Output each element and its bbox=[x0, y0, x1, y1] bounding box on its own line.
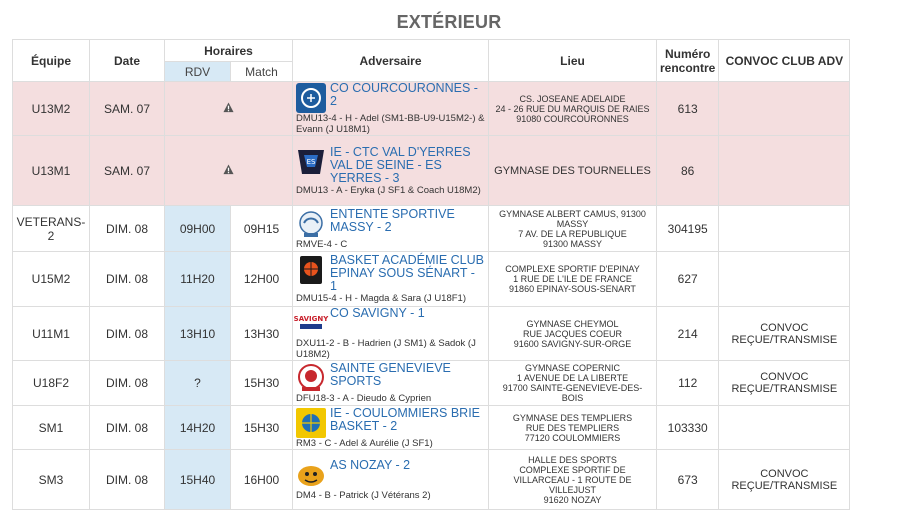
venue-line: RUE JACQUES COEUR bbox=[522, 328, 622, 339]
match-number: 304195 bbox=[657, 206, 719, 252]
opponent-players: RM3 - C - Adel & Aurélie (J SF1) bbox=[296, 437, 433, 449]
coulommiers-logo bbox=[296, 408, 326, 438]
match-time: 09H15 bbox=[231, 206, 293, 252]
svg-text:SAVIGNY: SAVIGNY bbox=[293, 315, 329, 323]
match-number: 214 bbox=[657, 307, 719, 361]
opponent-club-link[interactable]: CO SAVIGNY - 1 bbox=[330, 306, 425, 320]
convoc-status: CONVOC REÇUE/TRANSMISE bbox=[719, 307, 850, 361]
date-cell: DIM. 08 bbox=[90, 307, 165, 361]
header-team: Équipe bbox=[13, 40, 90, 82]
convoc-status bbox=[719, 82, 850, 136]
venue-line: 91700 SAINTE-GENEVIEVE-DES-BOIS bbox=[502, 383, 643, 403]
opponent-players: DMU13-4 - H - Adel (SM1-BB-U9-U15M2-) & Evann (J U18M1) bbox=[296, 113, 485, 135]
match-number: 112 bbox=[657, 361, 719, 406]
venue-cell bbox=[489, 450, 657, 510]
header-opponent: Adversaire bbox=[293, 40, 489, 82]
massy-logo bbox=[296, 209, 326, 239]
venue-line: GYMNASE DES TOURNELLES bbox=[494, 164, 651, 177]
date-cell: SAM. 07 bbox=[90, 82, 165, 136]
opponent-players: RMVE-4 - C bbox=[296, 238, 348, 250]
savigny-logo bbox=[293, 308, 329, 338]
header-venue: Lieu bbox=[489, 40, 657, 82]
venue-line: 24 - 26 RUE DU MARQUIS DE RAIES bbox=[495, 103, 650, 114]
opponent-cell bbox=[293, 406, 489, 450]
yerres-logo bbox=[296, 147, 326, 177]
date-cell: DIM. 08 bbox=[90, 406, 165, 450]
opponent-club-link[interactable]: AS NOZAY - 2 bbox=[330, 457, 411, 472]
venue-cell bbox=[489, 361, 657, 406]
convoc-status bbox=[719, 406, 850, 450]
table-row bbox=[13, 82, 850, 136]
team-cell: U13M1 bbox=[13, 136, 90, 206]
team-cell: SM3 bbox=[13, 450, 90, 510]
rdv-time: 14H20 bbox=[165, 406, 231, 450]
match-number: 103330 bbox=[657, 406, 719, 450]
sainte-genevieve-logo bbox=[296, 363, 326, 393]
venue-cell bbox=[489, 307, 657, 361]
opponent-players: DXU11-2 - B - Hadrien (J SM1) & Sadok (J U18M2) bbox=[296, 338, 476, 360]
opponent-cell bbox=[293, 82, 489, 136]
venue-line: GYMNASE ALBERT CAMUS, 91300 bbox=[499, 208, 646, 219]
rdv-time: 15H40 bbox=[165, 450, 231, 510]
venue-line: RUE DES TEMPLIERS bbox=[525, 422, 620, 433]
table-row bbox=[13, 307, 850, 361]
away-matches-table bbox=[12, 39, 850, 510]
venue-line: 91620 NOZAY bbox=[543, 494, 602, 505]
date-cell: DIM. 08 bbox=[90, 252, 165, 307]
date-cell: SAM. 07 bbox=[90, 136, 165, 206]
convoc-status: CONVOC REÇUE/TRANSMISE bbox=[719, 361, 850, 406]
svg-text:ES: ES bbox=[306, 157, 316, 166]
table-row bbox=[13, 252, 850, 307]
venue-line: MASSY bbox=[556, 218, 589, 229]
header-match: Match bbox=[231, 62, 293, 82]
match-time: 15H30 bbox=[231, 361, 293, 406]
venue-line: 1 AVENUE DE LA LIBERTE bbox=[516, 373, 629, 383]
opponent-club-link[interactable]: CO COURCOURONNES - 2 bbox=[330, 81, 478, 108]
venue-line: GYMNASE COPERNIC bbox=[524, 363, 620, 373]
venue-line: 77120 COULOMMIERS bbox=[524, 432, 621, 443]
venue-line: 91300 MASSY bbox=[542, 238, 603, 249]
venue-cell bbox=[489, 82, 657, 136]
header-convoc: CONVOC CLUB ADV bbox=[719, 40, 850, 82]
warning-icon bbox=[223, 102, 234, 116]
opponent-players: DFU18-3 - A - Dieudo & Cyprien bbox=[296, 393, 432, 404]
venue-line: 7 AV. DE LA REPUBLIQUE bbox=[518, 228, 627, 239]
opponent-players: DM4 - B - Patrick (J Vétérans 2) bbox=[296, 489, 431, 501]
venue-line: 1 RUE DE L'ILE DE FRANCE bbox=[513, 274, 632, 284]
warning-icon bbox=[223, 164, 234, 178]
header-rdv: RDV bbox=[165, 62, 231, 82]
date-cell: DIM. 08 bbox=[90, 361, 165, 406]
opponent-cell bbox=[293, 450, 489, 510]
convoc-status bbox=[719, 136, 850, 206]
rdv-time: 09H00 bbox=[165, 206, 231, 252]
table-row bbox=[13, 406, 850, 450]
venue-cell bbox=[489, 406, 657, 450]
schedule-warning bbox=[165, 136, 293, 206]
opponent-cell bbox=[293, 307, 489, 361]
venue-cell bbox=[489, 206, 657, 252]
opponent-cell bbox=[293, 252, 489, 307]
opponent-club-link[interactable]: SAINTE GENEVIEVE SPORTS bbox=[330, 361, 451, 388]
team-cell: U11M1 bbox=[13, 307, 90, 361]
match-number: 613 bbox=[657, 82, 719, 136]
venue-cell bbox=[489, 252, 657, 307]
team-cell: U15M2 bbox=[13, 252, 90, 307]
convoc-status bbox=[719, 252, 850, 307]
match-number: 627 bbox=[657, 252, 719, 307]
nozay-logo bbox=[296, 460, 326, 490]
schedule-warning bbox=[165, 82, 293, 136]
team-cell: VETERANS-2 bbox=[13, 206, 90, 252]
venue-line: 91600 SAVIGNY-SUR-ORGE bbox=[513, 338, 632, 349]
opponent-club-link[interactable]: BASKET ACADÉMIE CLUB EPINAY SOUS SÉNART - 1 bbox=[330, 253, 484, 293]
opponent-cell bbox=[293, 361, 489, 406]
opponent-cell bbox=[293, 136, 489, 206]
table-row bbox=[13, 450, 850, 510]
opponent-club-link[interactable]: IE - CTC VAL D'YERRES VAL DE SEINE - ES YERRES - 3 bbox=[330, 144, 471, 185]
venue-line: CS. JOSEANE ADELAIDE bbox=[519, 93, 626, 104]
opponent-cell bbox=[293, 206, 489, 252]
venue-cell bbox=[489, 136, 657, 206]
opponent-players: DMU15-4 - H - Magda & Sara (J U18F1) bbox=[296, 293, 466, 304]
table-row bbox=[13, 361, 850, 406]
date-cell: DIM. 08 bbox=[90, 450, 165, 510]
venue-line: COMPLEXE SPORTIF DE bbox=[519, 464, 626, 475]
venue-line: HALLE DES SPORTS bbox=[528, 454, 617, 465]
venue-line: VILLARCEAU - 1 ROUTE DE bbox=[513, 474, 632, 485]
team-cell: U13M2 bbox=[13, 82, 90, 136]
venue-line: GYMNASE DES TEMPLIERS bbox=[512, 412, 633, 423]
convoc-status bbox=[719, 206, 850, 252]
match-time: 12H00 bbox=[231, 252, 293, 307]
team-cell: SM1 bbox=[13, 406, 90, 450]
section-title: EXTÉRIEUR bbox=[396, 12, 502, 32]
rdv-time: 13H10 bbox=[165, 307, 231, 361]
courcouronnes-logo bbox=[296, 83, 326, 113]
team-cell: U18F2 bbox=[13, 361, 90, 406]
table-row bbox=[13, 136, 850, 206]
header-number: Numéro rencontre bbox=[657, 40, 719, 82]
venue-line: 91860 EPINAY-SOUS-SENART bbox=[509, 284, 636, 294]
match-time: 15H30 bbox=[231, 406, 293, 450]
venue-line: GYMNASE CHEYMOL bbox=[526, 318, 619, 329]
venue-line: VILLEJUST bbox=[548, 484, 597, 495]
venue-line: 91080 COURCOURONNES bbox=[516, 113, 629, 124]
match-time: 16H00 bbox=[231, 450, 293, 510]
rdv-time: 11H20 bbox=[165, 252, 231, 307]
header-horaires: Horaires bbox=[165, 40, 293, 62]
opponent-club-link[interactable]: IE - COULOMMIERS BRIE BASKET - 2 bbox=[330, 405, 481, 433]
rdv-time: ? bbox=[165, 361, 231, 406]
convoc-status: CONVOC REÇUE/TRANSMISE bbox=[719, 450, 850, 510]
date-cell: DIM. 08 bbox=[90, 206, 165, 252]
header-date: Date bbox=[90, 40, 165, 82]
opponent-club-link[interactable]: ENTENTE SPORTIVE MASSY - 2 bbox=[330, 206, 455, 234]
table-row bbox=[13, 206, 850, 252]
match-number: 86 bbox=[657, 136, 719, 206]
opponent-players: DMU13 - A - Eryka (J SF1 & Coach U18M2) bbox=[296, 184, 481, 196]
epinay-logo bbox=[296, 255, 326, 285]
match-time: 13H30 bbox=[231, 307, 293, 361]
match-number: 673 bbox=[657, 450, 719, 510]
venue-line: COMPLEXE SPORTIF D'EPINAY bbox=[505, 264, 640, 274]
